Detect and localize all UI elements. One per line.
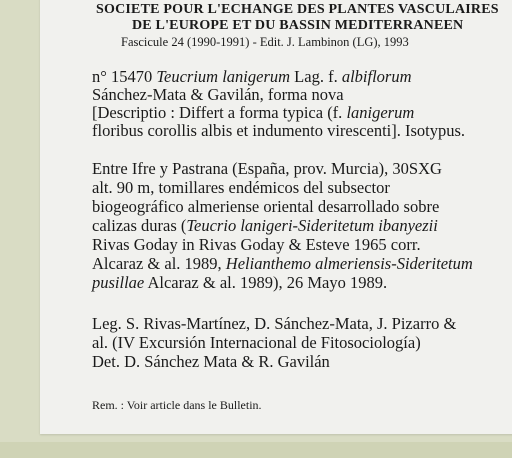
collectors-line-1: Leg. S. Rivas-Martínez, D. Sánchez-Mata, J. Pizarro & bbox=[92, 314, 457, 333]
locality-line-3: biogeográfico almeriense oriental desarrollado sobre bbox=[92, 197, 440, 216]
society-title: SOCIETE POUR L'ECHANGE DES PLANTES VASCULAIRES bbox=[96, 2, 499, 17]
association-name-2: Helianthemo almeriensis-Sideritetum bbox=[225, 254, 473, 273]
locality-line-2: alt. 90 m, tomillares endémicos del subsector bbox=[92, 178, 390, 197]
remark-text: Rem. : Voir article dans le Bulletin. bbox=[92, 398, 262, 412]
entry-title-line bbox=[92, 67, 412, 87]
taxon-author: Lag. f. bbox=[294, 67, 338, 86]
locality-line-4: calizas duras (Teucrio lanigeri-Sideritetum ibanyezii bbox=[92, 216, 438, 235]
taxon-name: Teucrium lanigerum bbox=[156, 67, 291, 86]
entry-authors: Sánchez-Mata & Gavilán, forma nova bbox=[92, 85, 344, 104]
entry-number: n° 15470 bbox=[92, 67, 153, 86]
background-board bbox=[0, 442, 512, 458]
herbarium-label bbox=[40, 0, 512, 434]
locality-line-6: Alcaraz & al. 1989, Helianthemo almeriensis-Sideritetum bbox=[92, 254, 473, 273]
determiner-line: Det. D. Sánchez Mata & R. Gavilán bbox=[92, 352, 330, 371]
collectors-line-2: al. (IV Excursión Internacional de Fitosociología) bbox=[92, 333, 421, 352]
diagnosis-line-2: floribus corollis albis et indumento virescenti]. Isotypus. bbox=[92, 121, 466, 140]
form-name: albiflorum bbox=[341, 67, 412, 86]
fascicle-line: Fascicule 24 (1990-1991) - Edit. J. Lambinon (LG), 1993 bbox=[121, 35, 409, 49]
diagnosis-taxon: lanigerum bbox=[346, 103, 415, 122]
diagnosis-line-1: [Descriptio : Differt a forma typica (f. lanigerum bbox=[92, 103, 415, 122]
locality-line-5: Rivas Goday in Rivas Goday & Esteve 1965 corr. bbox=[92, 235, 421, 254]
association-name-1: Teucrio lanigeri-Sideritetum ibanyezii bbox=[186, 216, 438, 235]
society-subtitle: DE L'EUROPE ET DU BASSIN MEDITERRANEEN bbox=[132, 18, 464, 33]
locality-line-1: Entre Ifre y Pastrana (España, prov. Murcia), 30SXG bbox=[92, 159, 442, 178]
locality-line-7: pusillae Alcaraz & al. 1989), 26 Mayo 1989. bbox=[92, 273, 388, 292]
